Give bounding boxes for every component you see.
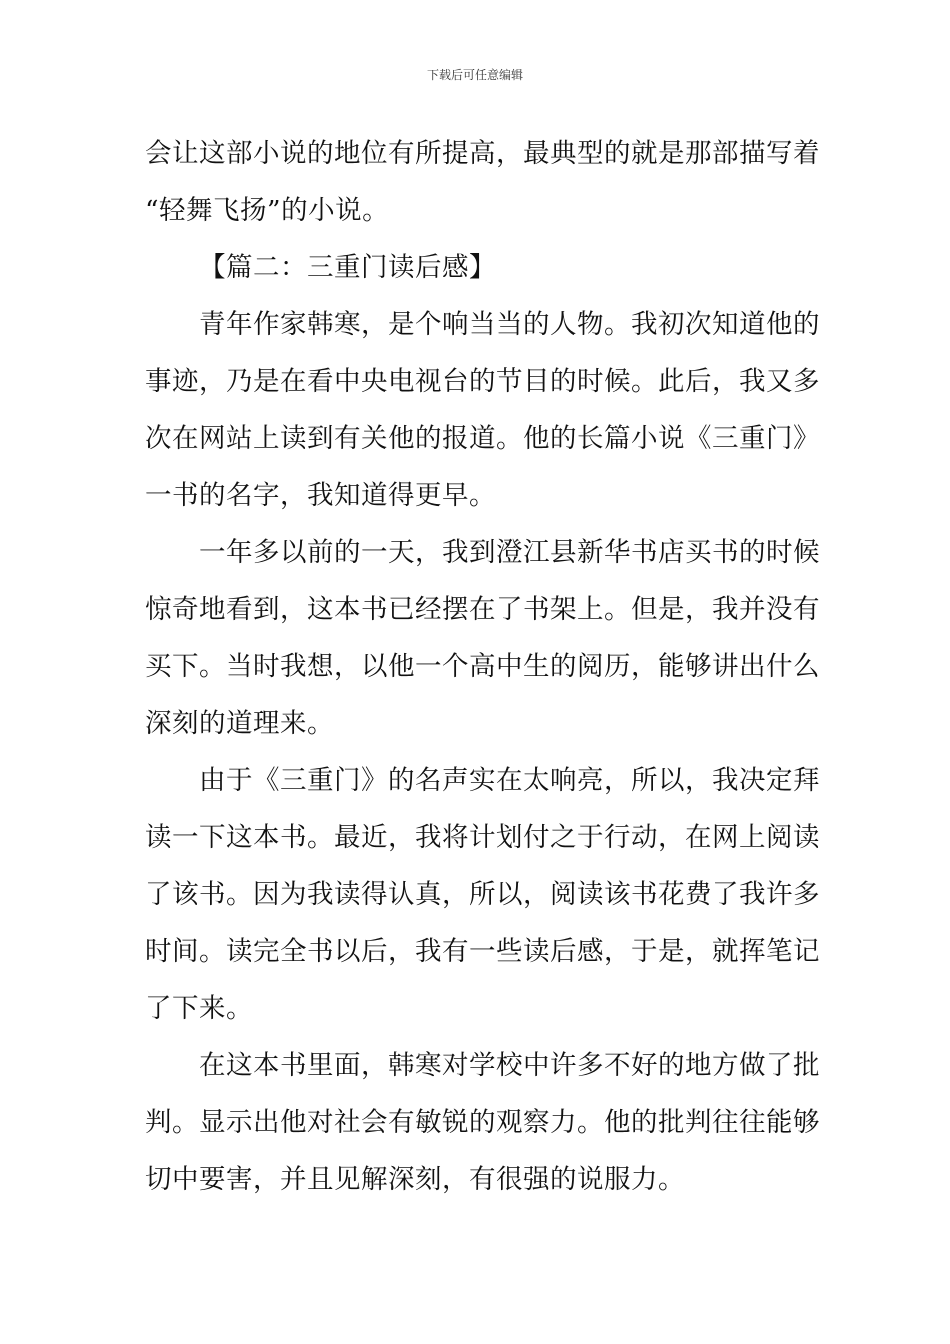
text-line: 读一下这本书。最近，我将计划付之于行动，在网上阅读 [145, 822, 820, 853]
text-line: 次在网站上读到有关他的报道。他的长篇小说《三重门》 [145, 423, 820, 454]
text-line: “轻舞飞扬”的小说。 [145, 195, 390, 226]
text-line: 青年作家韩寒，是个响当当的人物。我初次知道他的 [199, 309, 820, 340]
text-line: 了该书。因为我读得认真，所以，阅读该书花费了我许多 [145, 879, 820, 910]
section-heading: 【篇二：三重门读后感】 [199, 252, 496, 283]
text-line: 会让这部小说的地位有所提高，最典型的就是那部描写着 [145, 138, 820, 169]
text-line: 判。显示出他对社会有敏锐的观察力。他的批判往往能够 [145, 1107, 820, 1138]
text-line: 事迹，乃是在看中央电视台的节目的时候。此后，我又多 [145, 366, 820, 397]
text-line: 一年多以前的一天，我到澄江县新华书店买书的时候 [199, 537, 820, 568]
text-line: 时间。读完全书以后，我有一些读后感，于是，就挥笔记 [145, 936, 820, 967]
page-header: 下载后可任意编辑 [426, 68, 523, 82]
text-line: 深刻的道理来。 [145, 708, 334, 739]
document-body [145, 125, 820, 1208]
text-line: 一书的名字，我知道得更早。 [145, 480, 496, 511]
text-line: 惊奇地看到，这本书已经摆在了书架上。但是，我并没有 [145, 594, 820, 625]
text-line: 了下来。 [145, 993, 253, 1024]
text-line: 买下。当时我想，以他一个高中生的阅历，能够讲出什么 [145, 651, 820, 682]
text-line: 由于《三重门》的名声实在太响亮，所以，我决定拜 [199, 765, 820, 796]
text-line: 在这本书里面，韩寒对学校中许多不好的地方做了批 [199, 1050, 820, 1081]
text-line: 切中要害，并且见解深刻，有很强的说服力。 [145, 1164, 685, 1195]
